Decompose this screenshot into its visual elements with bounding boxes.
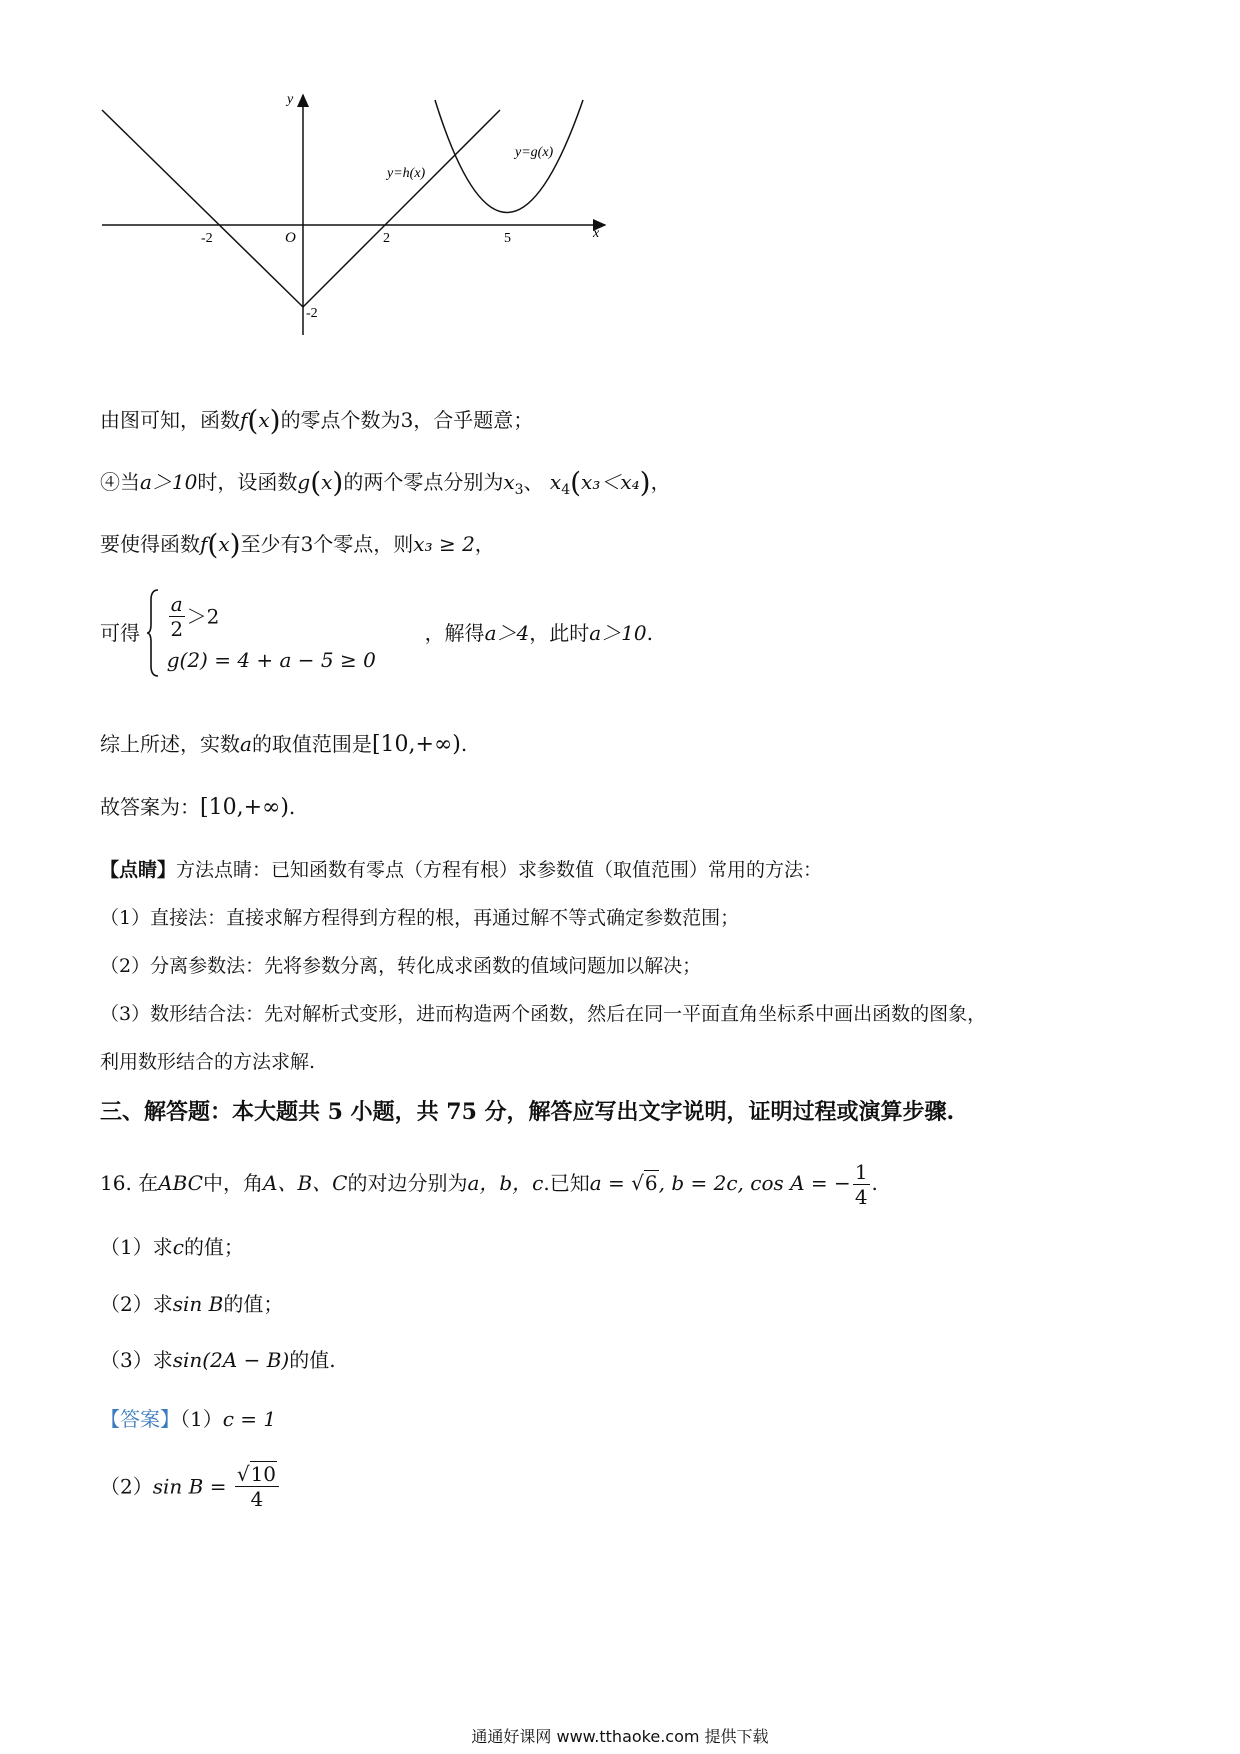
part-1 [100,1233,244,1261]
math: c [172,1235,184,1259]
tip-3b: 利用数形结合的方法求解. [100,1051,316,1073]
math: g(2) = 4 + a − 5 ≥ 0 [166,648,376,672]
text: . [871,1171,878,1195]
text: 的对边分别为 [347,1171,468,1195]
math: a [240,732,252,756]
text: 的取值范围是 [251,732,372,756]
math: A、B、C [263,1171,348,1195]
equation-system [167,592,376,674]
math: sin B [172,1292,224,1316]
line-3: 要使得函数f(x)至少有3个零点，则x₃ ≥ 2， [100,528,495,561]
tip-2: （2）分离参数法：先将参数分离，转化成求函数的值域问题加以解决； [100,955,702,977]
math: 6 [644,1171,658,1195]
text: 的值； [223,1292,284,1316]
answer-tag: 【答案】 [100,1407,180,1431]
fraction-denominator: 4 [854,1185,868,1209]
math: c = 1 [222,1407,277,1431]
math: a＞10 [589,621,647,645]
math: 3 [300,532,314,556]
math: [10,+∞) [200,795,289,820]
text: ，合乎题意； [413,408,534,432]
y-axis-label: y [287,92,294,107]
text: （2）求 [100,1292,173,1316]
text: 的值. [289,1348,336,1372]
text: 16. 在 [100,1171,159,1195]
line-6 [100,793,295,822]
line-1: 由图可知，函数f(x)的零点个数为3，合乎题意； [100,404,534,437]
fraction-numerator: 10 [250,1462,277,1486]
tip-intro [100,856,822,884]
text: ， [650,470,671,494]
text: 要使得函数 [100,532,200,556]
text: 、 [523,470,544,494]
tick-neg2: -2 [201,231,213,246]
tip-title: 【点睛】 [100,859,177,881]
text: 综上所述，实数 [100,732,240,756]
text: 的值； [183,1235,244,1259]
text: ④当 [100,470,140,494]
text: 由图可知，函数 [100,408,240,432]
h-label: y=h(x) [387,166,426,181]
tick-5: 5 [504,231,511,246]
x-axis-label: x [593,226,600,241]
text: ，解得 [424,621,485,645]
math: a＞4 [484,621,530,645]
fraction-denominator: 2 [170,617,184,641]
tip-3a: （3）数形结合法：先对解析式变形，进而构造两个函数，然后在同一平面直角坐标系中画出函数的图象， [100,1003,987,1025]
math: sin B = [152,1474,233,1499]
fraction-denominator: 4 [250,1487,264,1511]
line-5 [100,730,467,759]
text: 个零点，则 [313,532,414,556]
h-curve [102,110,500,307]
math: ＞2 [186,604,220,629]
text: 至少有 [240,532,301,556]
math: [10,+∞) [371,732,461,757]
g-label: y=g(x) [515,145,554,160]
fraction-numerator: a [170,592,183,616]
math: ABC [158,1171,203,1195]
math: a = [589,1171,632,1195]
text: . [460,732,468,756]
answer-1 [100,1405,276,1433]
line-2: ④当a＞10时，设函数g(x)的两个零点分别为$x_3$、 $x_4(x_3<x_4)$， [100,466,671,499]
math: a＞10 [140,470,198,494]
math: sin(2A − B) [172,1348,290,1372]
part-3 [100,1346,336,1374]
line-4 [100,588,653,678]
tick-2: 2 [383,231,390,246]
text: 可得 [100,621,140,645]
function-graph [95,85,635,345]
math: 3 [400,408,414,432]
question-16: 16. 在ABC中，角A、B、C的对边分别为a，b，c.已知a = √6, b = 2c, cos A = − $\frac{1}{4}$ . [100,1160,878,1209]
tip-1: （1）直接法：直接求解方程得到方程的根，再通过解不等式确定参数范围； [100,907,740,929]
text: （1） [180,1407,223,1431]
fraction-numerator: 1 [854,1160,868,1184]
text: 方法点睛：已知函数有零点（方程有根）求参数值（取值范围）常用的方法： [176,859,823,881]
text: ，此时 [529,621,590,645]
section-heading: 三、解答题：本大题共 5 小题，共 75 分，解答应写出文字说明，证明过程或演算步骤. [100,1099,955,1125]
part-2 [100,1290,283,1318]
origin-label: O [285,230,296,246]
text: （3）求 [100,1348,173,1372]
math: a，b，c [467,1171,544,1195]
math: x₃＜x₄ [581,470,640,494]
text: . [288,795,296,819]
math: , b = 2c, cos A = − [658,1171,851,1195]
text: 故答案为： [100,795,200,819]
footer: 通通好课网 www.tthaoke.com 提供下载 [471,1727,769,1746]
g-curve [435,100,583,213]
text: （2） [100,1474,153,1499]
text: 的零点个数为 [280,408,401,432]
brace [146,588,160,678]
math: x₃ ≥ 2 [413,532,475,556]
text: . [646,621,653,645]
tick-y-neg2: -2 [306,306,318,321]
text: 的两个零点分别为 [343,470,504,494]
text: 中，角 [203,1171,263,1195]
answer-2: （2）sin B = $\frac{√10}{4}$ [100,1462,281,1511]
text: ， [474,532,495,556]
text: .已知 [543,1171,590,1195]
text: （1）求 [100,1235,173,1259]
text: 时，设函数 [197,470,298,494]
